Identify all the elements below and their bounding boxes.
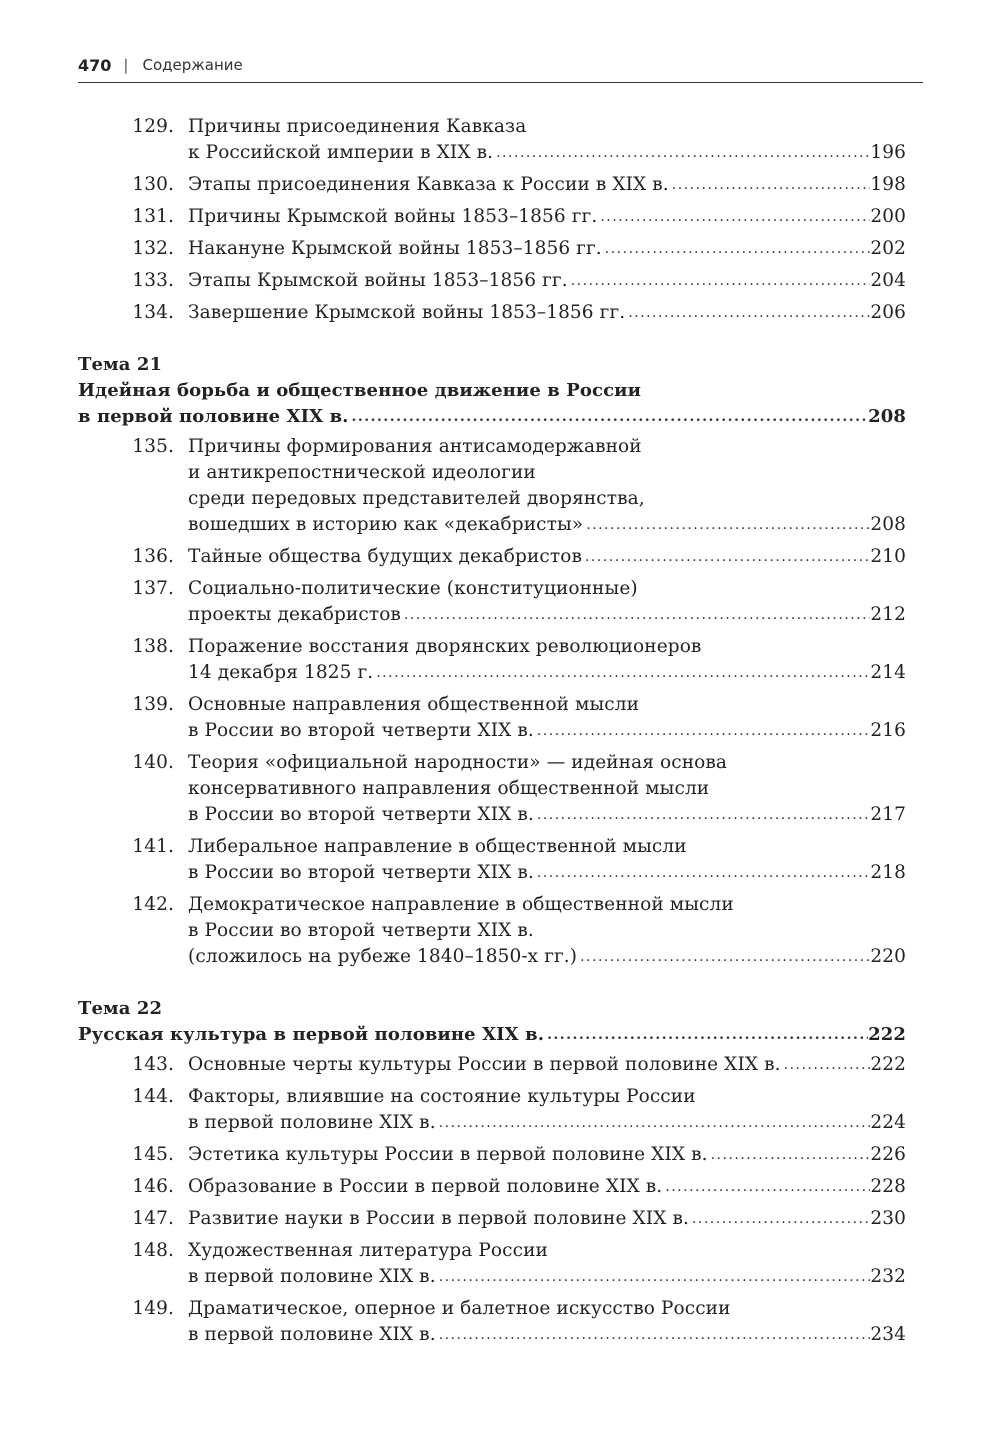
dot-leader [436, 1322, 871, 1348]
entry-number: 134. [132, 302, 174, 323]
entry-number: 129. [132, 116, 174, 137]
entry-page-number: 232 [870, 1266, 906, 1287]
entry-title-last-line [188, 1322, 906, 1348]
theme-label: Тема 22 [78, 998, 163, 1019]
theme-label: Тема 21 [78, 354, 163, 375]
entry-page-number: 212 [870, 604, 906, 625]
entry-title-last-line [188, 140, 906, 166]
entry-title-line: консервативного направления общественной мысли [188, 778, 710, 799]
entry-number-gap [174, 236, 188, 262]
dot-leader [493, 140, 870, 166]
entry-number-gap [174, 1052, 188, 1078]
entry-title-text: в первой половине XIX в. [188, 1112, 436, 1133]
entry-body [188, 114, 906, 166]
entry-number: 137. [132, 578, 174, 599]
dot-leader [577, 944, 870, 970]
entry-number: 135. [132, 436, 174, 457]
entry-number-gap [174, 1238, 188, 1290]
entry-number-gap [174, 750, 188, 828]
theme-title-text: Русская культура в первой половине XIX в. [78, 1024, 545, 1045]
toc-entry[interactable] [78, 172, 906, 198]
theme-heading[interactable] [78, 996, 906, 1048]
toc-entry[interactable] [78, 1206, 906, 1232]
entry-number-gap [174, 692, 188, 744]
entry-page-number: 224 [870, 1112, 906, 1133]
toc-entry[interactable] [78, 634, 906, 686]
entry-title-last-line [188, 944, 906, 970]
toc-entry[interactable] [78, 1142, 906, 1168]
theme-page-number: 208 [868, 406, 906, 427]
entry-body [188, 1142, 906, 1168]
entry-number-gap [174, 1142, 188, 1168]
entry-body [188, 434, 906, 538]
entry-body [188, 172, 906, 198]
entry-title-line: Драматическое, оперное и балетное искусство России [188, 1298, 731, 1319]
entry-number: 145. [132, 1144, 174, 1165]
entry-body [188, 544, 906, 570]
entry-title-last-line [188, 268, 906, 294]
toc-entry[interactable] [78, 692, 906, 744]
entry-title-last-line [188, 1174, 906, 1200]
entry-title-last-line [188, 860, 906, 886]
toc-entry[interactable] [78, 892, 906, 970]
entry-title-last-line [188, 660, 906, 686]
entry-title-text: 14 декабря 1825 г. [188, 662, 374, 683]
entry-title-line: в России во второй четверти XIX в. [188, 920, 534, 941]
dot-leader [582, 544, 870, 570]
entry-number: 139. [132, 694, 174, 715]
toc-entry[interactable] [78, 1052, 906, 1078]
entry-number-gap [174, 434, 188, 538]
entry-title-text: в первой половине XIX в. [188, 1266, 436, 1287]
page-header [78, 56, 923, 83]
entry-title-line: Поражение восстания дворянских революционеров [188, 636, 702, 657]
theme-title-last-line [78, 1022, 906, 1048]
dot-leader [544, 1022, 868, 1048]
dot-leader [625, 300, 870, 326]
entry-title-last-line [188, 512, 906, 538]
toc-entry[interactable] [78, 204, 906, 230]
entry-body [188, 236, 906, 262]
entry-title-line: Социально-политические (конституционные) [188, 578, 638, 599]
toc-entry[interactable] [78, 1238, 906, 1290]
entry-page-number: 202 [870, 238, 906, 259]
entry-title-last-line [188, 1264, 906, 1290]
entry-title-text: в России во второй четверти XIX в. [188, 862, 534, 883]
toc-entry[interactable] [78, 434, 906, 538]
page-number: 470 [78, 56, 112, 75]
entry-page-number: 216 [870, 720, 906, 741]
dot-leader [373, 660, 870, 686]
entry-title-last-line [188, 300, 906, 326]
entry-title-text: в России во второй четверти XIX в. [188, 720, 534, 741]
dot-leader [662, 1174, 870, 1200]
dot-leader [534, 718, 871, 744]
entry-page-number: 204 [870, 270, 906, 291]
entry-body [188, 1296, 906, 1348]
toc-entry[interactable] [78, 834, 906, 886]
entry-title-text: Развитие науки в России в первой половине XIX в. [188, 1208, 689, 1229]
entry-title-text: (сложилось на рубеже 1840–1850-х гг.) [188, 946, 578, 967]
entry-number-gap [174, 1174, 188, 1200]
entry-title-last-line [188, 1052, 906, 1078]
entry-title-text: к Российской империи в XIX в. [188, 142, 494, 163]
entry-title-text: Накануне Крымской войны 1853–1856 гг. [188, 238, 602, 259]
entry-title-last-line [188, 1206, 906, 1232]
dot-leader [689, 1206, 870, 1232]
entry-title-last-line [188, 1110, 906, 1136]
entry-title-last-line [188, 718, 906, 744]
entry-title-last-line [188, 236, 906, 262]
entry-title-text: Этапы присоединения Кавказа к России в XIX в. [188, 174, 669, 195]
entry-page-number: 198 [870, 174, 906, 195]
entry-number-gap [174, 892, 188, 970]
entry-number-gap [174, 1084, 188, 1136]
entry-number-gap [174, 172, 188, 198]
entry-title-last-line [188, 1142, 906, 1168]
entry-body [188, 204, 906, 230]
entry-title-text: Тайные общества будущих декабристов [188, 546, 582, 567]
entry-number-gap [174, 114, 188, 166]
entry-title-line: Причины присоединения Кавказа [188, 116, 527, 137]
toc-entry[interactable] [78, 1296, 906, 1348]
entry-page-number: 206 [870, 302, 906, 323]
running-title: Содержание [142, 56, 243, 74]
theme-title-last-line [78, 404, 906, 430]
entry-body [188, 1238, 906, 1290]
entry-number: 146. [132, 1176, 174, 1197]
entry-body [188, 268, 906, 294]
entry-page-number: 226 [870, 1144, 906, 1165]
toc-entry[interactable] [78, 114, 906, 166]
toc-entry[interactable] [78, 750, 906, 828]
entry-number: 144. [132, 1086, 174, 1107]
entry-title-line: Теория «официальной народности» — идейная основа [188, 752, 728, 773]
toc-entry[interactable] [78, 1174, 906, 1200]
dot-leader [401, 602, 870, 628]
toc-entry[interactable] [78, 236, 906, 262]
entry-title-text: Основные черты культуры России в первой половине XIX в. [188, 1054, 781, 1075]
entry-title-text: Причины Крымской войны 1853–1856 гг. [188, 206, 598, 227]
entry-title-line: Факторы, влиявшие на состояние культуры России [188, 1086, 696, 1107]
entry-page-number: 222 [870, 1054, 906, 1075]
entry-number-gap [174, 634, 188, 686]
entry-body [188, 834, 906, 886]
entry-number-gap [174, 1296, 188, 1348]
entry-page-number: 208 [870, 514, 906, 535]
entry-number-gap [174, 204, 188, 230]
toc-entry[interactable] [78, 268, 906, 294]
theme-page-number: 222 [868, 1024, 906, 1045]
entry-body [188, 1052, 906, 1078]
theme-title-line: Идейная борьба и общественное движение в России [78, 380, 642, 401]
entry-number: 132. [132, 238, 174, 259]
entry-body [188, 692, 906, 744]
entry-number: 148. [132, 1240, 174, 1261]
dot-leader [436, 1264, 871, 1290]
entry-title-text: Этапы Крымской войны 1853–1856 гг. [188, 270, 568, 291]
entry-title-line: Либеральное направление в общественной мысли [188, 836, 687, 857]
entry-number: 149. [132, 1298, 174, 1319]
entry-title-last-line [188, 602, 906, 628]
entry-number: 131. [132, 206, 174, 227]
entry-number: 142. [132, 894, 174, 915]
dot-leader [669, 172, 871, 198]
entry-page-number: 218 [870, 862, 906, 883]
entry-title-text: Эстетика культуры России в первой половине XIX в. [188, 1144, 708, 1165]
entry-body [188, 1084, 906, 1136]
entry-title-text: Образование в России в первой половине XIX в. [188, 1176, 663, 1197]
entry-title-line: среди передовых представителей дворянства, [188, 488, 645, 509]
toc-entry[interactable] [78, 544, 906, 570]
entry-page-number: 230 [870, 1208, 906, 1229]
theme-heading[interactable] [78, 352, 906, 430]
entry-number: 141. [132, 836, 174, 857]
entry-number: 130. [132, 174, 174, 195]
entry-title-line: и антикрепостнической идеологии [188, 462, 536, 483]
entry-number: 138. [132, 636, 174, 657]
dot-leader [583, 512, 870, 538]
toc-entry[interactable] [78, 300, 906, 326]
entry-body [188, 1206, 906, 1232]
entry-title-text: Завершение Крымской войны 1853–1856 гг. [188, 302, 626, 323]
entry-body [188, 576, 906, 628]
entry-page-number: 228 [870, 1176, 906, 1197]
entry-title-line: Основные направления общественной мысли [188, 694, 640, 715]
entry-title-text: в России во второй четверти XIX в. [188, 804, 534, 825]
entry-title-line: Художественная литература России [188, 1240, 548, 1261]
entry-title-last-line [188, 204, 906, 230]
entry-number-gap [174, 544, 188, 570]
entry-number: 140. [132, 752, 174, 773]
entry-title-last-line [188, 172, 906, 198]
theme-title-text: в первой половине XIX в. [78, 406, 349, 427]
dot-leader [534, 802, 871, 828]
dot-leader [597, 204, 870, 230]
entry-number: 136. [132, 546, 174, 567]
entry-body [188, 300, 906, 326]
entry-number: 147. [132, 1208, 174, 1229]
entry-title-line: Причины формирования антисамодержавной [188, 436, 642, 457]
entry-number: 133. [132, 270, 174, 291]
dot-leader [781, 1052, 871, 1078]
entry-title-text: в первой половине XIX в. [188, 1324, 436, 1345]
entry-number-gap [174, 576, 188, 628]
table-of-contents [78, 114, 906, 1354]
entry-title-text: проекты декабристов [188, 604, 401, 625]
dot-leader [349, 404, 869, 430]
dot-leader [534, 860, 871, 886]
dot-leader [568, 268, 871, 294]
dot-leader [436, 1110, 871, 1136]
entry-page-number: 217 [870, 804, 906, 825]
entry-page-number: 200 [870, 206, 906, 227]
entry-body [188, 634, 906, 686]
entry-page-number: 214 [870, 662, 906, 683]
entry-page-number: 220 [870, 946, 906, 967]
entry-title-last-line [188, 544, 906, 570]
toc-entry[interactable] [78, 1084, 906, 1136]
entry-number-gap [174, 1206, 188, 1232]
entry-body [188, 1174, 906, 1200]
entry-body [188, 750, 906, 828]
entry-title-line: Демократическое направление в общественной мысли [188, 894, 734, 915]
entry-title-text: вошедших в историю как «декабристы» [188, 514, 584, 535]
header-separator: | [123, 56, 129, 74]
entry-page-number: 234 [870, 1324, 906, 1345]
dot-leader [708, 1142, 871, 1168]
entry-page-number: 196 [870, 142, 906, 163]
entry-number-gap [174, 268, 188, 294]
entry-number: 143. [132, 1054, 174, 1075]
entry-page-number: 210 [870, 546, 906, 567]
entry-title-last-line [188, 802, 906, 828]
dot-leader [602, 236, 871, 262]
entry-body [188, 892, 906, 970]
toc-entry[interactable] [78, 576, 906, 628]
entry-number-gap [174, 300, 188, 326]
entry-number-gap [174, 834, 188, 886]
